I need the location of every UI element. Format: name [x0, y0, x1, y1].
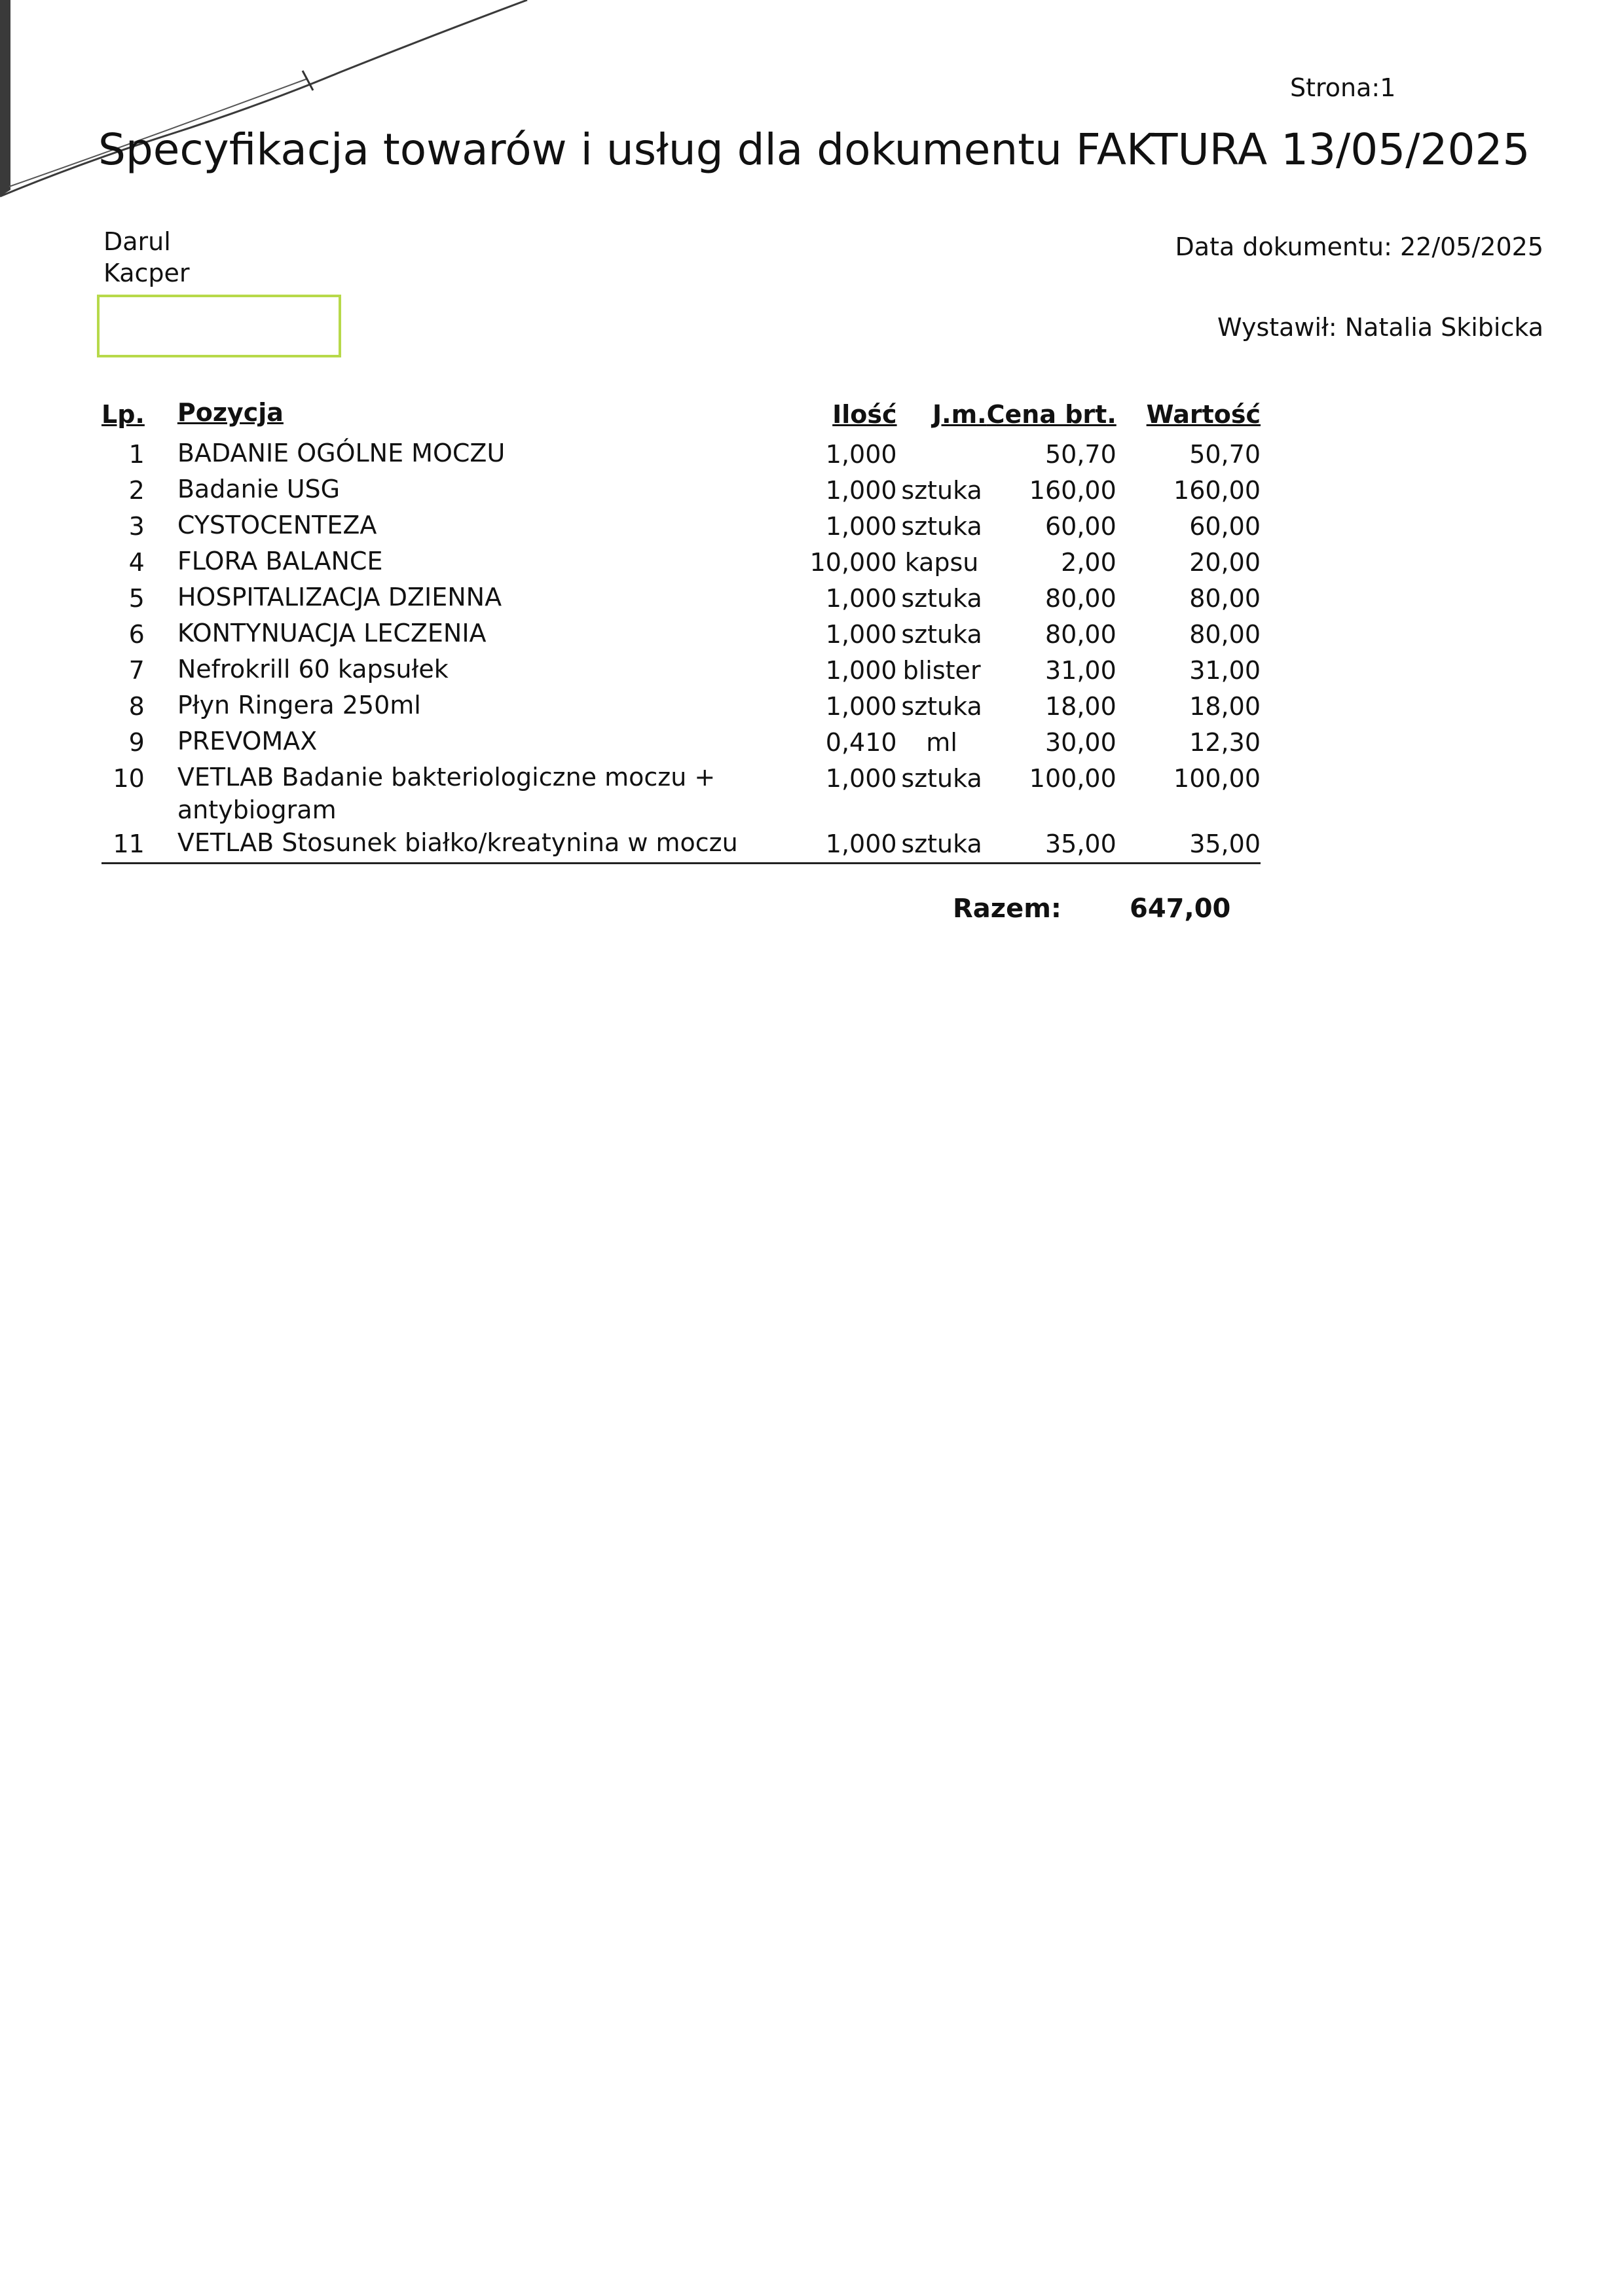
issuer: Wystawił: Natalia Skibicka — [1217, 313, 1543, 342]
items-body — [101, 437, 1261, 864]
row-lp: 7 — [128, 656, 145, 685]
client-block — [103, 226, 190, 289]
document-date: Data dokumentu: 22/05/2025 — [1175, 232, 1543, 261]
client-name: Kacper — [103, 259, 190, 287]
row-unit: kapsu — [904, 548, 979, 577]
row-qty: 1,000 — [825, 440, 897, 469]
row-position: VETLAB Stosunek białko/kreatynina w moczu — [145, 826, 777, 864]
row-unit: blister — [902, 656, 981, 685]
table-row — [101, 545, 1261, 581]
row-lp: 5 — [128, 584, 145, 613]
row-qty: 1,000 — [825, 692, 897, 721]
row-lp: 6 — [128, 620, 145, 649]
row-unit: sztuka — [901, 512, 982, 541]
row-price: 2,00 — [1061, 548, 1116, 577]
client-id-box — [97, 295, 341, 357]
row-position: HOSPITALIZACJA DZIENNA — [177, 583, 502, 611]
row-unit: ml — [926, 728, 957, 757]
row-value: 35,00 — [1116, 826, 1261, 864]
table-row — [101, 617, 1261, 653]
row-position: Płyn Ringera 250ml — [177, 691, 421, 720]
row-lp: 4 — [128, 548, 145, 577]
items-table — [101, 396, 1261, 864]
row-price: 160,00 — [1029, 476, 1116, 505]
table-row — [101, 653, 1261, 689]
row-position: KONTYNUACJA LECZENIA — [177, 619, 487, 647]
row-qty: 1,000 — [825, 476, 897, 505]
row-price: 18,00 — [1044, 692, 1116, 721]
row-price: 60,00 — [1044, 512, 1116, 541]
row-value: 60,00 — [1189, 512, 1261, 541]
header-position: Pozycja — [177, 398, 284, 427]
table-row — [101, 826, 1261, 864]
table-row — [101, 725, 1261, 761]
row-price: 31,00 — [1044, 656, 1116, 685]
row-value: 50,70 — [1189, 440, 1261, 469]
page-number: Strona:1 — [1290, 73, 1396, 102]
row-qty: 1,000 — [825, 512, 897, 541]
row-lp: 9 — [128, 728, 145, 757]
row-unit — [897, 437, 987, 473]
header-value: Wartość — [1146, 400, 1261, 429]
row-lp: 2 — [128, 476, 145, 505]
row-position: Badanie USG — [177, 475, 341, 503]
row-price: 80,00 — [1044, 584, 1116, 613]
row-value: 80,00 — [1189, 620, 1261, 649]
document-title: Specyfikacja towarów i usług dla dokumentu FAKTURA 13/05/2025 — [98, 124, 1530, 175]
total-label: Razem: — [953, 894, 1061, 924]
row-lp: 8 — [128, 692, 145, 721]
row-unit: sztuka — [897, 826, 987, 864]
row-qty: 10,000 — [809, 548, 897, 577]
table-row — [101, 581, 1261, 617]
table-header-row — [101, 396, 1261, 437]
row-qty: 1,000 — [777, 826, 897, 864]
row-value: 20,00 — [1189, 548, 1261, 577]
row-price: 100,00 — [1029, 764, 1116, 793]
row-lp: 11 — [101, 826, 145, 864]
row-position: CYSTOCENTEZA — [177, 511, 377, 539]
row-position: PREVOMAX — [177, 727, 318, 756]
row-value: 12,30 — [1189, 728, 1261, 757]
row-price: 35,00 — [987, 826, 1116, 864]
row-unit: sztuka — [901, 692, 982, 721]
client-surname: Darul — [103, 227, 171, 256]
row-value: 100,00 — [1173, 764, 1261, 793]
table-row — [101, 689, 1261, 725]
row-price: 50,70 — [1044, 440, 1116, 469]
row-value: 160,00 — [1173, 476, 1261, 505]
row-position: BADANIE OGÓLNE MOCZU — [177, 439, 506, 467]
row-price: 80,00 — [1044, 620, 1116, 649]
row-value: 80,00 — [1189, 584, 1261, 613]
header-lp: Lp. — [101, 400, 145, 429]
row-unit: sztuka — [901, 476, 982, 505]
row-lp: 10 — [113, 764, 145, 793]
row-position: FLORA BALANCE — [177, 547, 383, 575]
row-position: Nefrokrill 60 kapsułek — [177, 655, 449, 683]
row-lp: 1 — [128, 440, 145, 469]
row-qty: 1,000 — [825, 656, 897, 685]
table-row — [101, 473, 1261, 509]
header-qty: Ilość — [832, 400, 897, 429]
row-qty: 1,000 — [825, 620, 897, 649]
paper-fold-artifact — [0, 0, 537, 210]
row-qty: 0,410 — [825, 728, 897, 757]
row-value: 31,00 — [1189, 656, 1261, 685]
row-price: 30,00 — [1044, 728, 1116, 757]
row-value: 18,00 — [1189, 692, 1261, 721]
total-value: 647,00 — [1130, 894, 1231, 924]
header-price: Cena brt. — [986, 400, 1116, 429]
table-row — [101, 437, 1261, 473]
row-qty: 1,000 — [825, 764, 897, 793]
table-row — [101, 761, 1261, 826]
row-unit: sztuka — [901, 584, 982, 613]
row-unit: sztuka — [901, 764, 982, 793]
header-unit: J.m. — [932, 400, 987, 429]
row-position: VETLAB Badanie bakteriologiczne moczu + antybiogram — [177, 763, 716, 824]
row-lp: 3 — [128, 512, 145, 541]
table-row — [101, 509, 1261, 545]
row-unit: sztuka — [901, 620, 982, 649]
row-qty: 1,000 — [825, 584, 897, 613]
